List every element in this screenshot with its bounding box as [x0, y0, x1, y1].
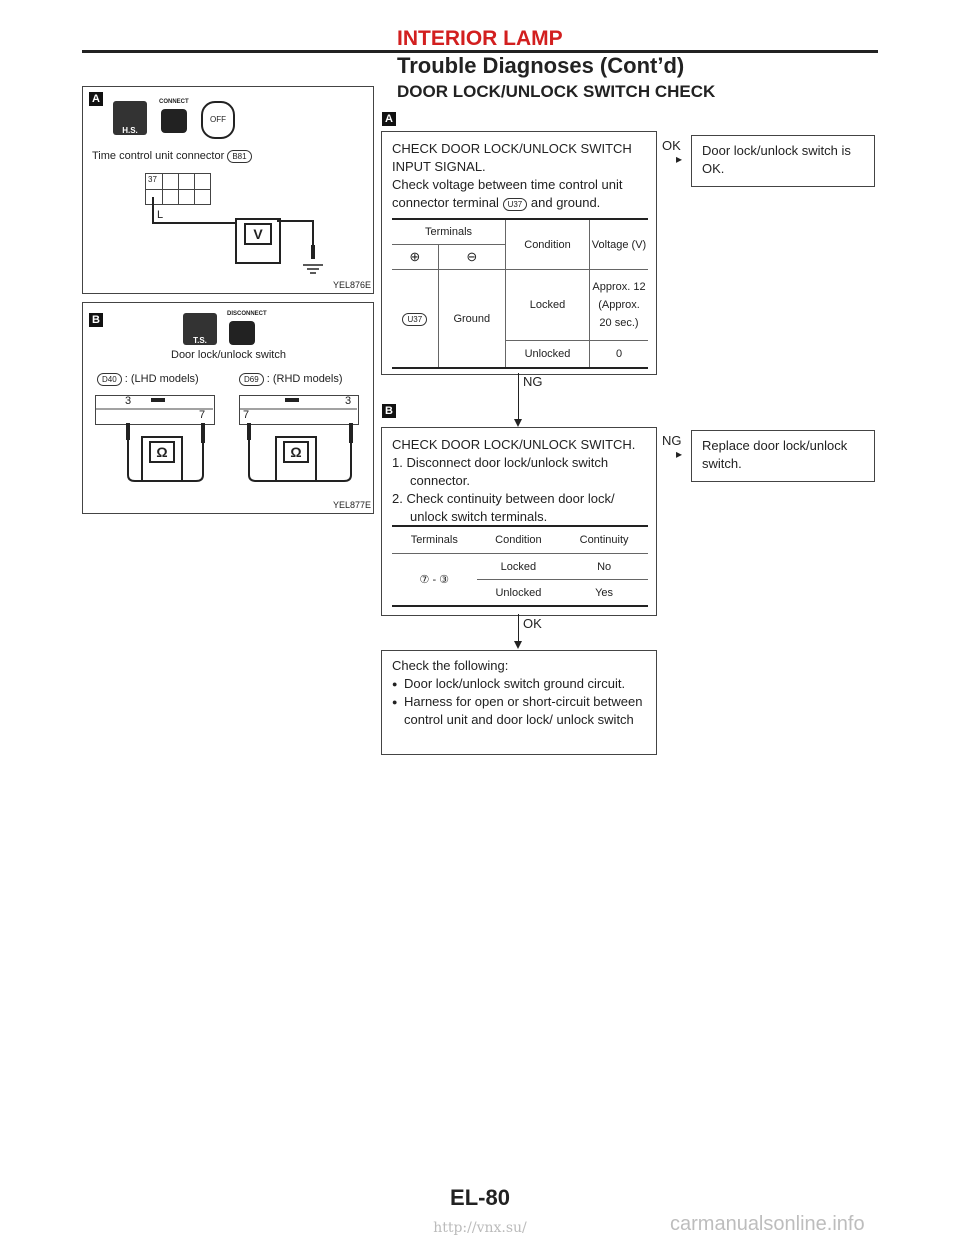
step-b-box — [381, 427, 657, 616]
step-b-line2: 1. Disconnect door lock/unlock switch — [392, 455, 609, 470]
figure-a-caption: YEL876E — [332, 280, 371, 290]
step-b-line4: 2. Check continuity between door lock/ — [392, 491, 615, 506]
step-a-ng-label: NG — [523, 374, 543, 389]
step-a-ng-arrow-icon — [514, 419, 522, 427]
step-a-line2: INPUT SIGNAL. — [392, 159, 486, 174]
connector-label: Time control unit connector — [92, 150, 225, 162]
cont-unlocked-value: Yes — [560, 580, 648, 607]
figure-b-tag: B — [89, 313, 103, 327]
connector-badge-b81: B81 — [227, 150, 251, 163]
step-a-ok-result — [691, 135, 875, 187]
disconnect-label: DISCONNECT — [227, 311, 267, 317]
ohmmeter-icon-lhd — [141, 436, 183, 482]
step-b-line3: connector. — [410, 473, 470, 488]
page-number: EL-80 — [450, 1185, 510, 1210]
connect-label: CONNECT — [159, 99, 189, 105]
ohmmeter-icon-rhd — [275, 436, 317, 482]
final-title: Check the following: — [392, 658, 509, 673]
voltmeter-icon — [235, 218, 281, 264]
page-subtitle: Trouble Diagnoses (Cont’d) — [397, 53, 685, 78]
connector-icon-b — [229, 321, 255, 345]
rhd-pin-7: 7 — [243, 409, 250, 421]
section-title: INTERIOR LAMP — [397, 27, 563, 50]
step-a-tag: A — [382, 112, 396, 126]
figure-a-panel — [82, 86, 374, 294]
step-b-ng-result — [691, 430, 875, 482]
locked-condition: Locked — [506, 270, 590, 341]
step-b-ng-result-text: Replace door lock/unlock switch. — [702, 438, 848, 471]
connector-icon — [161, 109, 187, 133]
cont-terminals-header: Terminals — [392, 526, 477, 554]
ts-label: T.S. — [193, 336, 207, 345]
wire-color-label: L — [157, 209, 164, 221]
minus-header: ⊖ — [438, 245, 505, 270]
rhd-text: : (RHD models) — [266, 373, 343, 385]
pin-37-label: 37 — [148, 175, 157, 184]
cont-unlocked-condition: Unlocked — [477, 580, 561, 607]
unlocked-voltage: 0 — [590, 341, 649, 369]
lhd-text: : (LHD models) — [124, 373, 199, 385]
final-item-1-text: Door lock/unlock switch ground circuit. — [404, 676, 626, 691]
step-b-tag: B — [382, 404, 396, 418]
unlocked-condition: Unlocked — [506, 341, 590, 369]
hs-icon — [113, 101, 147, 135]
figure-a-tag: A — [89, 92, 103, 106]
door-switch-label: Door lock/unlock switch — [171, 349, 286, 361]
step-a-ok-result-text: Door lock/unlock switch is OK. — [702, 143, 851, 176]
final-item-2 — [392, 693, 646, 729]
step-a-line4 — [392, 194, 646, 212]
step-b-line1: CHECK DOOR LOCK/UNLOCK SWITCH. — [392, 437, 636, 452]
step-a-ok-arrow-icon: ▸ — [676, 152, 683, 166]
lhd-pin-3: 3 — [125, 395, 132, 407]
ts-icon — [183, 313, 217, 345]
footer-url[interactable]: http://vnx.su/ — [433, 1220, 527, 1236]
step-a-ng-line — [518, 373, 519, 423]
ohmmeter-wiring — [83, 395, 373, 495]
cont-continuity-header: Continuity — [560, 526, 648, 554]
voltmeter-symbol: V — [244, 223, 272, 245]
bullet-icon: ● — [392, 679, 398, 689]
continuity-table — [392, 525, 648, 607]
step-a-line3: Check voltage between time control unit — [392, 177, 623, 192]
step-a-line4a: connector terminal — [392, 195, 499, 210]
watermark: carmanualsonline.info — [670, 1213, 865, 1235]
cont-condition-header: Condition — [477, 526, 561, 554]
final-item-2-text: Harness for open or short-circuit between control unit and door lock/ unlock switch — [404, 694, 643, 727]
voltage-table — [392, 218, 648, 369]
connector-badge-d69: D69 — [239, 373, 264, 386]
connector-badge-u37: U37 — [503, 198, 528, 211]
step-b-ok-arrow-icon — [514, 641, 522, 649]
lhd-label — [97, 373, 199, 386]
bullet-icon: ● — [392, 697, 398, 707]
step-a-ok-label: OK — [662, 138, 681, 153]
term-plus-badge: U37 — [402, 313, 427, 326]
step-a-box — [381, 131, 657, 375]
term-plus-cell — [392, 270, 438, 369]
rhd-label — [239, 373, 343, 386]
cont-terminals-cell: ⑦ - ③ — [419, 573, 450, 586]
term-minus-cell: Ground — [438, 270, 505, 369]
connector-badge-d40: D40 — [97, 373, 122, 386]
step-b-line5: unlock switch terminals. — [410, 509, 548, 524]
hs-label: H.S. — [122, 126, 138, 135]
plus-header: ⊕ — [409, 249, 421, 264]
ohmmeter-symbol-rhd: Ω — [283, 441, 309, 463]
voltage-header: Voltage (V) — [590, 219, 649, 270]
time-control-unit-label — [92, 150, 252, 163]
ignition-key-icon — [201, 101, 235, 139]
ohmmeter-symbol-lhd: Ω — [149, 441, 175, 463]
step-a-line4b: and ground. — [530, 195, 601, 210]
terminals-header: Terminals — [392, 219, 506, 245]
check-title: DOOR LOCK/UNLOCK SWITCH CHECK — [397, 82, 716, 101]
rhd-pin-3: 3 — [345, 395, 352, 407]
off-label: OFF — [210, 115, 226, 124]
cont-locked-value: No — [597, 560, 612, 573]
condition-header: Condition — [506, 219, 590, 270]
step-a-line1: CHECK DOOR LOCK/UNLOCK SWITCH — [392, 141, 632, 156]
final-check-box — [381, 650, 657, 755]
figure-b-caption: YEL877E — [332, 500, 371, 510]
step-b-ng-arrow-icon: ▸ — [676, 447, 683, 461]
locked-voltage: Approx. 12 (Approx. 20 sec.) — [590, 270, 649, 341]
final-item-1 — [392, 675, 646, 693]
step-b-ng-label: NG — [662, 433, 682, 448]
cont-locked-condition: Locked — [500, 560, 537, 573]
lhd-pin-7: 7 — [199, 409, 206, 421]
step-b-ok-label: OK — [523, 616, 542, 631]
figure-b-panel — [82, 302, 374, 514]
step-b-ok-line — [518, 614, 519, 644]
